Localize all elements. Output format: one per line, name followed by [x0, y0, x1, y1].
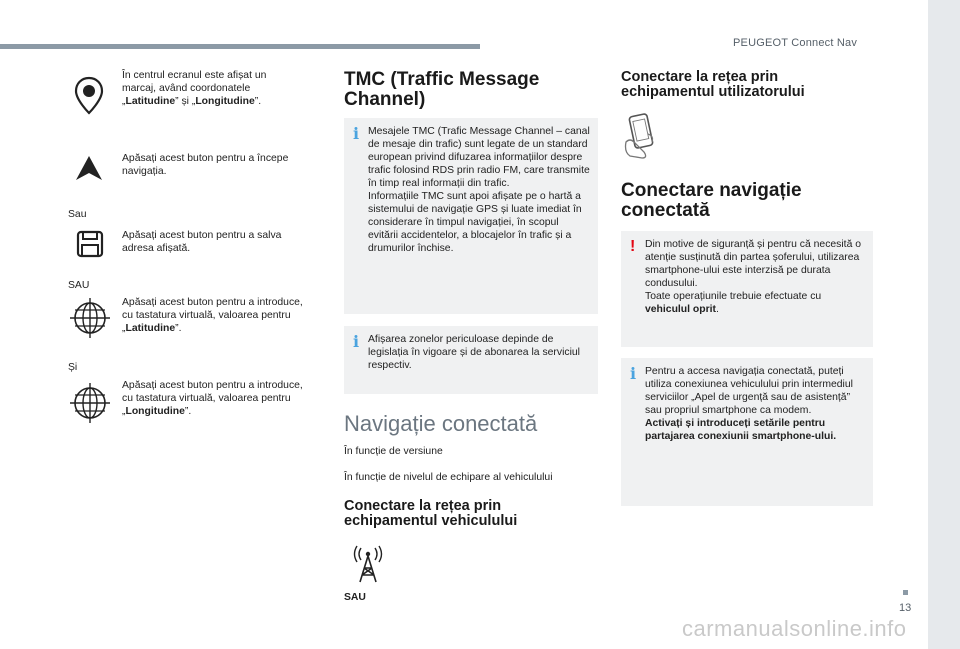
latitude-input-text: Apăsați acest buton pentru a introduce, cu tastatura virtuală, valoarea pentru „Latitudine”. [122, 297, 303, 334]
connection-info-box [621, 358, 873, 506]
safety-warning-box [621, 231, 873, 347]
tmc-info-box [344, 118, 598, 314]
watermark: carmanualsonline.info [682, 616, 907, 641]
safety-warning-text: Din motive de siguranță și pentru că necesită o atenție susținută din partea șoferului, utilizarea smartphone-ului este interzisă pe durata condusului. Toate operațiunile trebuie efectuate cu vehiculul oprit. [645, 239, 862, 315]
smartphone-icon [620, 112, 672, 160]
hazard-info-box [344, 326, 598, 394]
hazard-info-text: Afișarea zonelor periculoase depinde de legislația în vigoare și de abonarea la serviciul respectiv. [368, 334, 580, 371]
antenna-icon [352, 544, 384, 584]
separator-sau: Sau [68, 209, 87, 220]
globe-icon[interactable] [68, 381, 112, 425]
separator-si: Și [68, 362, 78, 373]
version-note: În funcție de versiune [344, 446, 443, 457]
info-icon: i [353, 332, 360, 351]
equipment-note: În funcție de nivelul de echipare al vehiculului [344, 472, 553, 483]
navigation-arrow-icon[interactable] [74, 154, 104, 182]
page-edge-strip [928, 0, 960, 649]
start-navigation-text: Apăsați acest buton pentru a începe navigația. [122, 153, 289, 177]
tmc-heading: TMC (Traffic Message Channel) [344, 69, 540, 110]
user-network-heading: Conectare la rețea prin echipamentul utilizatorului [621, 69, 805, 100]
save-icon[interactable] [76, 230, 104, 258]
coords-marker-text: În centrul ecranul este afișat un marcaj, având coordonatele „Latitudine” și „Longitudine”. [122, 70, 267, 107]
connected-nav-heading: Navigație conectată [344, 411, 538, 436]
save-address-text: Apăsați acest buton pentru a salva adresa afișată. [122, 230, 282, 254]
info-icon: i [353, 124, 360, 143]
info-icon: i [630, 364, 637, 383]
tmc-info-text: Mesajele TMC (Trafic Message Channel – canal de mesaje din trafic) sunt legate de un standard european privind difuzarea informațiilor despre trafic folosind RDS prin radio FM, care transmite în timp real informații din trafic. Informațiile TMC sunt apoi afișate pe o hartă a sistemului de navigație GPS și luate imediat în considerare în timpul navigației, în scopul evitării accidentelor, a blocajelor în trafic și a drumurilor închise. [368, 126, 590, 254]
warning-icon: ! [630, 238, 636, 255]
page-number: 13 [899, 602, 912, 614]
globe-icon[interactable] [68, 296, 112, 340]
page-marker [903, 590, 908, 595]
longitude-input-text: Apăsați acest buton pentru a introduce, cu tastatura virtuală, valoarea pentru „Longitudine”. [122, 380, 303, 417]
separator-sau-bold: SAU [344, 592, 366, 603]
header-rule [0, 44, 480, 49]
location-pin-icon [74, 76, 104, 116]
connected-nav-connection-heading: Conectare navigație conectată [621, 180, 802, 221]
brand-label: PEUGEOT Connect Nav [733, 37, 858, 49]
separator-sau-upper: SAU [68, 280, 90, 291]
connection-info-text: Pentru a accesa navigația conectată, puteți utiliza conexiunea vehiculului prin intermediul serviciilor „Apel de urgență sau de asistență” sau propriul smartphone ca modem. Activați și introduceți setările pentru partajarea conexiunii smartphone-ului. [645, 366, 853, 442]
vehicle-network-heading: Conectare la rețea prin echipamentul vehiculului [344, 498, 518, 529]
